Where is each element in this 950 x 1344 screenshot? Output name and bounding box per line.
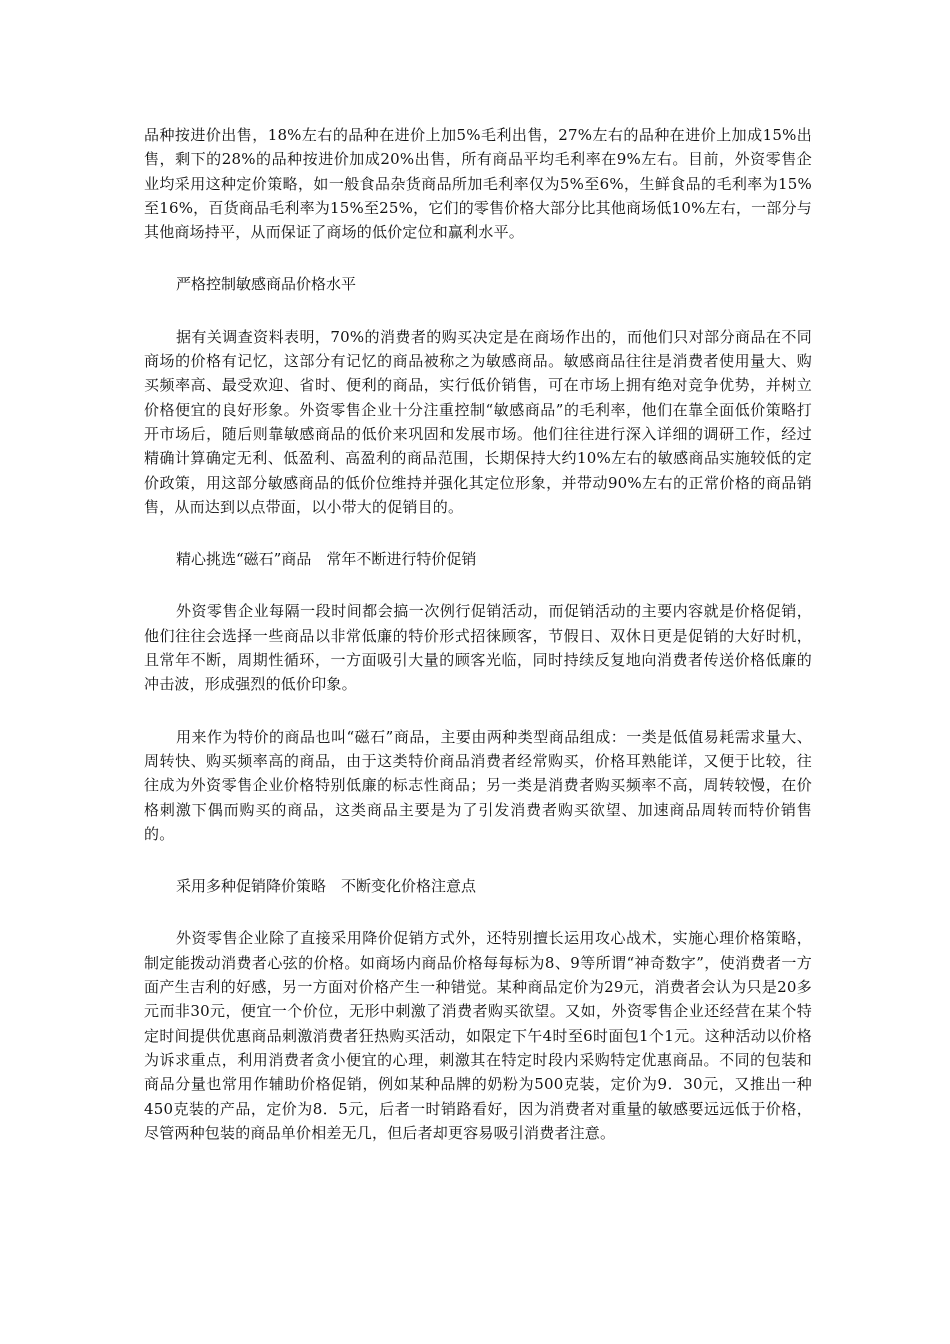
paragraph-spacer (144, 297, 812, 325)
section-heading: 采用多种促销降价策略 不断变化价格注意点 (176, 877, 477, 896)
body-paragraph: 据有关调查资料表明，70%的消费者的购买决定是在商场作出的，而他们只对部分商品在不同商场的价格有记忆，这部分有记忆的商品被称之为敏感商品。敏感商品往往是消费者使用量大、购买频率高、最受欢迎、省时、便利的商品，实行低价销售，可在市场上拥有绝对竞争优势，并树立价格便宜的良好形象。外资零售企业十分注重控制“敏感商品”的毛利率，他们在靠全面低价策略打开市场后，随后则靠敏感商品的低价来巩固和发展市场。他们往往进行深入详细的调研工作，经过精确计算确定无利、低盈利、高盈利的商品范围，长期保持大约10%左右的敏感商品实施较低的定价政策，用这部分敏感商品的低价位维持并强化其定位形象，并带动90%左右的正常价格的商品销售，从而达到以点带面，以小带大的促销目的。 (144, 327, 812, 516)
paragraph-spacer (144, 697, 812, 725)
body-paragraph: 外资零售企业每隔一段时间都会搞一次例行促销活动，而促销活动的主要内容就是价格促销，他们往往会选择一些商品以非常低廉的特价形式招徕顾客，节假日、双休日更是促销的大好时机，且常年不断，周期性循环，一方面吸引大量的顾客光临，同时持续反复地向消费者传送价格低廉的冲击波，形成强烈的低价印象。 (144, 602, 812, 694)
paragraph-spacer (144, 519, 812, 547)
document-body (144, 123, 812, 1145)
paragraph-spacer (144, 898, 812, 926)
paragraph-spacer (144, 571, 812, 599)
body-paragraph: 外资零售企业除了直接采用降价促销方式外，还特别擅长运用攻心战术，实施心理价格策略，制定能拨动消费者心弦的价格。如商场内商品价格每每标为8、9等所谓“神奇数字”，使消费者一方面产生吉利的好感，另一方面对价格产生一种错觉。某种商品定价为29元，消费者会认为只是20多元而非30元，便宜一个价位，无形中刺激了消费者购买欲望。又如，外资零售企业还经营在某个特定时间提供优惠商品刺激消费者狂热购买活动，如限定下午4时至6时面包1个1元。这种活动以价格为诉求重点，利用消费者贪小便宜的心理，刺激其在特定时段内采购特定优惠商品。不同的包装和商品分量也常用作辅助价格促销，例如某种品牌的奶粉为500克装，定价为9．30元，又推出一种450克装的产品，定价为8．5元，后者一时销路看好，因为消费者对重量的敏感要远远低于价格，尽管两种包装的商品单价相差无几，但后者却更容易吸引消费者注意。 (144, 929, 812, 1142)
body-paragraph: 用来作为特价的商品也叫“磁石”商品，主要由两种类型商品组成：一类是低值易耗需求量大、周转快、购买频率高的商品，由于这类特价商品消费者经常购买，价格耳熟能详，又便于比较，往往成为外资零售企业价格特别低廉的标志性商品；另一类是消费者购买频率不高，周转较慢，在价格刺激下偶而购买的商品，这类商品主要是为了引发消费者购买欲望、加速商品周转而特价销售的。 (144, 727, 812, 843)
section-heading: 严格控制敏感商品价格水平 (176, 275, 357, 294)
paragraph-spacer (144, 846, 812, 874)
paragraph-spacer (144, 244, 812, 272)
section-heading: 精心挑选“磁石”商品 常年不断进行特价促销 (176, 550, 477, 569)
body-paragraph: 品种按进价出售，18%左右的品种在进价上加5%毛利出售，27%左右的品种在进价上加成15%出售，剩下的28%的品种按进价加成20%出售，所有商品平均毛利率在9%左右。目前，外资零售企业均采用这种定价策略，如一般食品杂货商品所加毛利率仅为5%至6%，生鲜食品的毛利率为15%至16%，百货商品毛利率为15%至25%，它们的零售价格大部分比其他商场低10%左右，一部分与其他商场持平，从而保证了商场的低价定位和赢利水平。 (144, 126, 812, 242)
